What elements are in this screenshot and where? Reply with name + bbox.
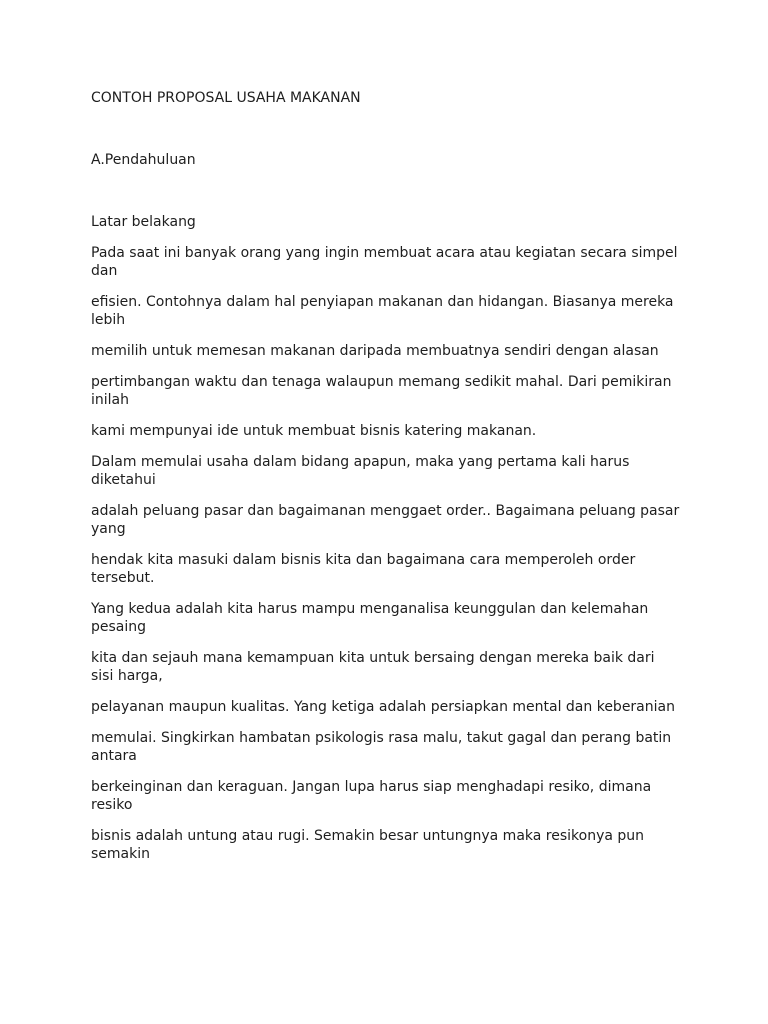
text-line: adalah peluang pasar dan bagaimanan menggaet order.. Bagaimana peluang pasar yang (91, 503, 680, 537)
text-line: berkeinginan dan keraguan. Jangan lupa harus siap menghadapi resiko, dimana resiko (91, 779, 652, 813)
section-heading: A.Pendahuluan (91, 152, 196, 168)
text-line: efisien. Contohnya dalam hal penyiapan makanan dan hidangan. Biasanya mereka lebih (91, 294, 674, 328)
text-line: bisnis adalah untung atau rugi. Semakin besar untungnya maka resikonya pun semakin (91, 828, 645, 862)
text-line: Dalam memulai usaha dalam bidang apapun, maka yang pertama kali harus diketahui (91, 454, 630, 488)
text-line: kami mempunyai ide untuk membuat bisnis katering makanan. (91, 423, 537, 439)
text-line: memilih untuk memesan makanan daripada membuatnya sendiri dengan alasan (91, 343, 659, 359)
text-line: Yang kedua adalah kita harus mampu menganalisa keunggulan dan kelemahan pesaing (91, 601, 649, 635)
document-title: CONTOH PROPOSAL USAHA MAKANAN (91, 90, 361, 106)
text-line: hendak kita masuki dalam bisnis kita dan bagaimana cara memperoleh order tersebut. (91, 552, 636, 586)
text-line: pertimbangan waktu dan tenaga walaupun memang sedikit mahal. Dari pemikiran inilah (91, 374, 672, 408)
text-line: kita dan sejauh mana kemampuan kita untuk bersaing dengan mereka baik dari sisi harga, (91, 650, 655, 684)
document-body (91, 89, 681, 876)
subheading: Latar belakang (91, 214, 196, 230)
text-line: Pada saat ini banyak orang yang ingin membuat acara atau kegiatan secara simpel dan (91, 245, 678, 279)
text-line: pelayanan maupun kualitas. Yang ketiga adalah persiapkan mental dan keberanian (91, 699, 675, 715)
paragraph-lines (91, 244, 681, 863)
text-line: memulai. Singkirkan hambatan psikologis rasa malu, takut gagal dan perang batin antara (91, 730, 672, 764)
